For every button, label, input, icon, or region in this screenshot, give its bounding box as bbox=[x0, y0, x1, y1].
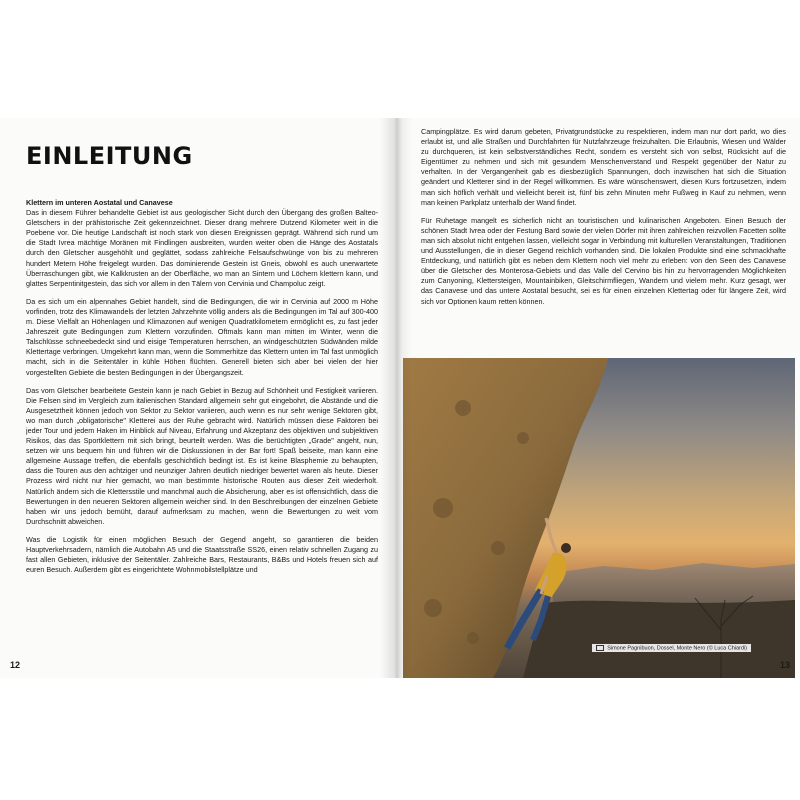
paragraph: Da es sich um ein alpennahes Gebiet handelt, sind die Bedingungen, die wir in Cervinia auf 2000 m Höhe vorfinden, trotz des Klimawandels der letzten Jahrzehnte völlig anders als die Bedingungen im Tal auf 300-400 m. Diese Vielfalt an Höhenlagen und Klimazonen auf wenigen Quadratkilometern ermöglicht es, zu fast jeder Jahreszeit gute Bedingungen zum Klettern vorzufinden. Oftmals kann man mitten im Winter, wenn die Talschlüsse schneebedeckt sind und eisige Temperaturen herrschen, an windgeschützten Südwänden milde Klettertage verbringen. Umgekehrt kann man, wenn die Sommerhitze das Klettern unten im Tal fast unmöglich macht, sich in die Seitentäler in kühle Höhen flüchten. Generell bieten sich aber bei vielen der hier vorgestellten Gebiete die besten Bedingungen in der Übergangszeit. bbox=[26, 296, 378, 377]
paragraph: Das in diesem Führer behandelte Gebiet ist aus geologischer Sicht durch den Übergang des großen Balteo-Gletschers in der prähistorische Zeit gekennzeichnet. Dieser drang mehrere Dutzend Kilometer weit in die Poebene vor. Die heutige Landschaft ist noch stark von diesen Ereignissen geprägt. Während sich rund um die Stadt Ivrea mächtige Moränen mit Findlingen ausbreiten, wurden weiter oben die Hänge des Aostatals durch den Gletscher ausgehöhlt und geglättet, sodass zahlreiche Felsaufschwünge von bis zu mehreren hundert Metern Höhe freigelegt wurden. Das dominierende Gestein ist Gneis, obwohl es auch unerwartete Überraschungen gibt, wie Kalkkrusten an der Oberfläche, wo man an Sintern und Löchern klettern kann, und glattes Serpentinitgestein, das sich vor allem in den Tälern von Cervinia und Champoluc zeigt. bbox=[26, 208, 378, 288]
climbing-photo bbox=[403, 358, 795, 678]
paragraph: Was die Logistik für einen möglichen Besuch der Gegend angeht, so garantieren die beiden Hauptverkehrsadern, nämlich die Autobahn A5 und die Staatsstraße SS26, einen relativ schnellen Zugang zu fast allen Gebieten, inklusive der Seitentäler. Zahlreiche Bars, Restaurants, B&Bs und Hotels freuen sich auf euren Besuch. Außerdem gibt es eingerichtete Wohnmobilstellplätze und bbox=[26, 534, 378, 575]
page-number-left: 12 bbox=[10, 660, 21, 670]
section-subheading: Klettern im unteren Aostatal und Canavese bbox=[26, 198, 173, 207]
right-page bbox=[395, 118, 800, 678]
paragraph: Campingplätze. Es wird darum gebeten, Privatgrundstücke zu respektieren, indem man nur dort parkt, wo dies erlaubt ist, und alle Straßen und Durchfahrten für Nutzfahrzeuge freizuhalten. Die Erlaubnis, Wiesen und Wälder zu durchqueren, ist kein selbstverständliches Recht, sondern es versteht sich von selbst, Rücksicht auf die Eigentümer zu nehmen und sich mit gesundem Menschenverstand und Respekt gegenüber der Natur zu verhalten. In der Vergangenheit gab es diesbezüglich Spannungen, doch inzwischen hat sich die Situation geändert und Kletterer sind in der Regel willkommen. Es wäre wünschenswert, diesen Kurs fortzusetzen, indem man sich höflich verhält und vielleicht bereit ist, fünf bis zehn Minuten mehr Fußweg in Kauf zu nehmen, wenn man keinen Parkplatz unterhalb der Wand findet. bbox=[421, 127, 786, 207]
page-number-right: 13 bbox=[779, 660, 790, 670]
photo-caption-text: Simone Pagnibuon, Dossel, Monte Nero (© Luca Chiardi) bbox=[607, 645, 747, 651]
chapter-title: EINLEITUNG bbox=[26, 142, 193, 170]
book-spread bbox=[0, 118, 800, 678]
camera-icon bbox=[596, 645, 604, 651]
photo-caption bbox=[592, 644, 751, 652]
paragraph: Für Ruhetage mangelt es sicherlich nicht an touristischen und kulinarischen Angeboten. Einen Besuch der schönen Stadt Ivrea oder der Festung Bard sowie der vielen Dörfer mit ihren zahlreichen reizvollen Facetten sollte man sich absolut nicht entgehen lassen, vielleicht sogar in Verbindung mit kulturellen Veranstaltungen, Traditionen und Ausstellungen, die in dieser Gegend reichlich vorhanden sind. Die lokalen Produkte sind eine schmackhafte Entdeckung, und natürlich gibt es neben dem Klettern noch viel mehr zu erleben: von den Seen des Canavese über die Gletscher des Monterosa-Gebiets und das Valle del Cervino bis hin zu hervorragenden Möglichkeiten zum Canyoning, Klettersteigen, Mountainbiken, Gleitschirmfliegen, Wandern und vielem mehr. Kurz gesagt, wer das Canavese und das untere Aostatal besucht, sei es für einen einzelnen Klettertag oder für längere Zeit, wird sich vor Optionen kaum retten können. bbox=[421, 215, 786, 306]
foreground-trees bbox=[523, 600, 795, 678]
left-page-body bbox=[26, 198, 378, 583]
paragraph: Das vom Gletscher bearbeitete Gestein kann je nach Gebiet in Bezug auf Schönheit und Festigkeit variieren. Die Felsen sind im Vergleich zum italienischen Standard allgemein sehr gut eingebohrt, die Abstände und die Ausgesetztheit können jedoch von Sektor zu Sektor variieren, auch wenn es nur sehr wenige Sektoren gibt, wo man durch „obligatorische" Kletterei aus der Ruhe gebracht wird. Natürlich müssen diese Faktoren bei jeder Tour und jedem Haken im Hinblick auf Niveau, Erfahrung und Akzeptanz des objektiven und subjektiven Risikos, das das Sportklettern mit sich bringt, beurteilt werden. Was die berüchtigten „Grade" angeht, nun, setzen wir uns bequem hin und führen wir die Diskussionen in der Bar fort! Spaß beiseite, man kann eine allgemeine Aussage treffen, die ebenfalls geschichtlich bedingt ist. Es ist keine Blasphemie zu behaupten, dass die Touren aus den achtziger und neunziger Jahren deutlich niedriger bewertet waren als heute. Dieser Prozess wird nicht nur hier gemacht, wo man bestimmte historische Routen aus dieser Zeit wiederholt. Natürlich ändern sich die Klettersstile und manchmal auch die Absicherung, aber es ist offensichtlich, dass die Bewertungen in den neueren Sektoren allgemein weicher sind. In den Beschreibungen der einzelnen Gebiete haben wir uns jedoch bemüht, darauf aufmerksam zu machen, wenn die Bewertungen zu weit vom Durchschnitt abweichen. bbox=[26, 385, 378, 526]
left-page bbox=[0, 118, 395, 678]
book-gutter-shadow bbox=[380, 118, 412, 678]
climbing-photo-illustration bbox=[403, 358, 795, 678]
right-page-body bbox=[421, 127, 786, 315]
